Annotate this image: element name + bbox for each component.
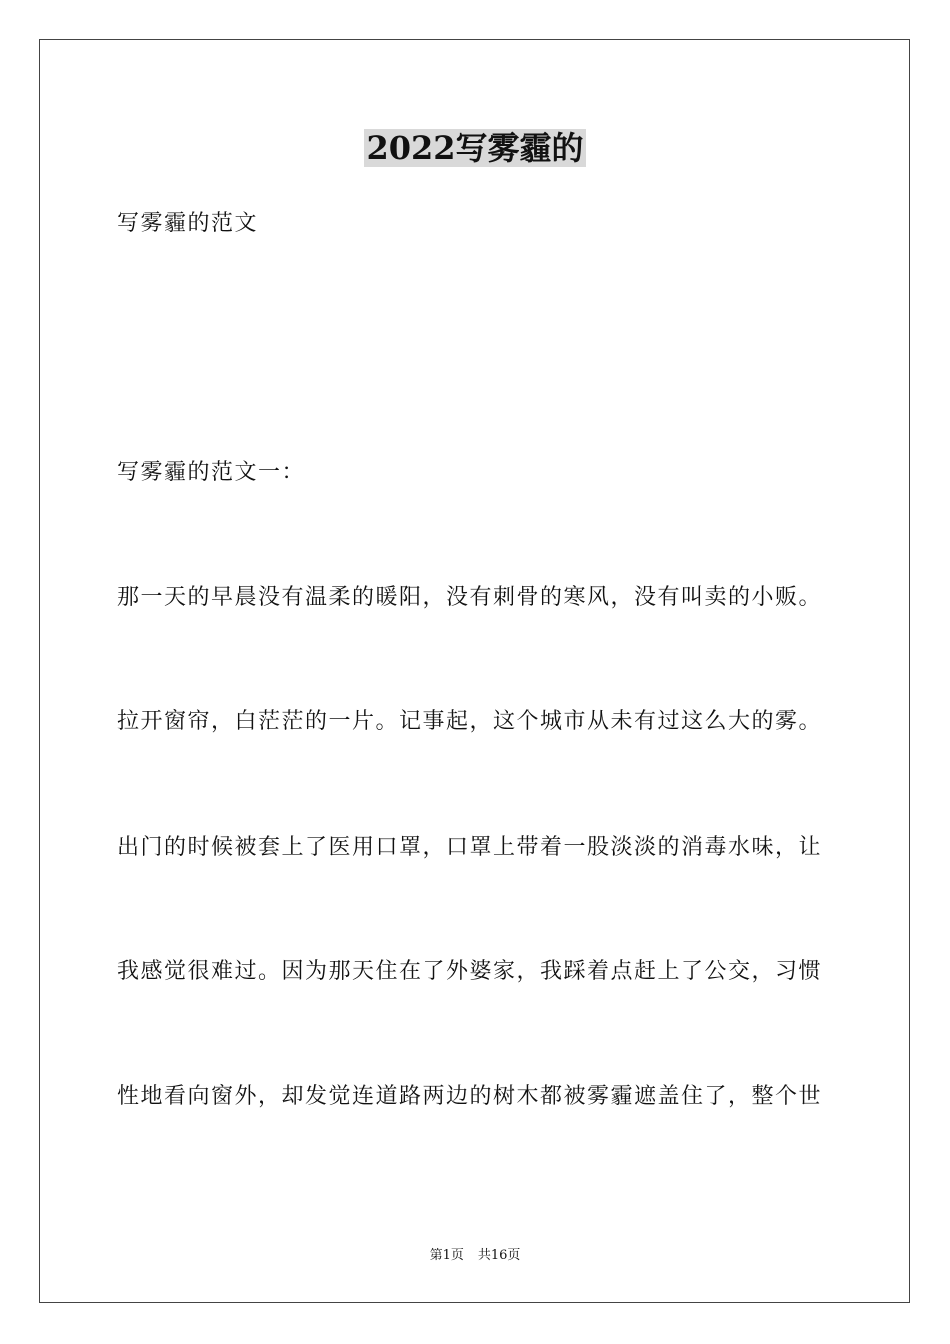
document-title	[0, 128, 950, 168]
subtitle: 写雾霾的范文	[117, 211, 259, 236]
paragraph-line: 性地看向窗外，却发觉连道路两边的树木都被雾霾遮盖住了，整个世	[117, 1084, 823, 1109]
paragraph-line: 那一天的早晨没有温柔的暖阳，没有刺骨的寒风，没有叫卖的小贩。	[117, 585, 823, 610]
page-total: 共16页	[477, 1248, 521, 1263]
document-title-text: 2022写雾霾的	[366, 129, 584, 167]
page-number: 第1页	[429, 1248, 464, 1263]
paragraph-line: 出门的时候被套上了医用口罩，口罩上带着一股淡淡的消毒水味，让	[117, 835, 823, 860]
page-footer	[0, 1247, 950, 1265]
paragraph-line: 拉开窗帘，白茫茫的一片。记事起，这个城市从未有过这么大的雾。	[117, 709, 823, 734]
paragraph-line: 我感觉很难过。因为那天住在了外婆家，我踩着点赶上了公交，习惯	[117, 959, 823, 984]
section-heading: 写雾霾的范文一：	[117, 460, 306, 485]
